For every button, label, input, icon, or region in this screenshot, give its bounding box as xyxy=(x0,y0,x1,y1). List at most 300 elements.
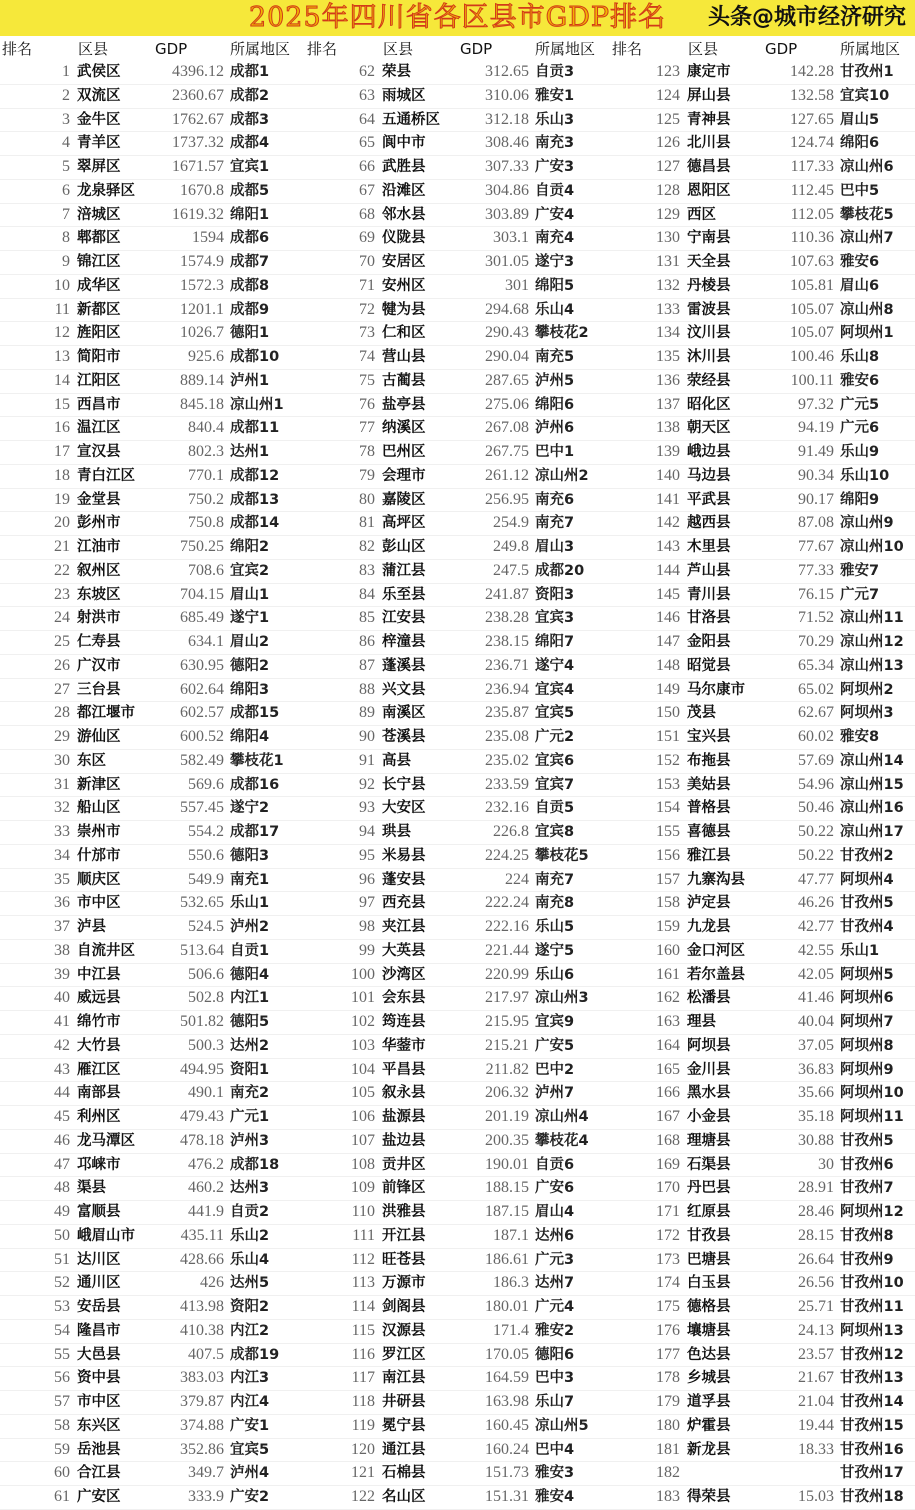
cell-gdp: 164.59 xyxy=(485,1369,529,1387)
table-row xyxy=(0,1035,305,1059)
cell-region: 攀枝花2 xyxy=(535,325,589,342)
header-rank: 排名 xyxy=(612,40,643,58)
cell-region: 德阳5 xyxy=(230,1014,270,1030)
cell-rank: 76 xyxy=(359,395,375,413)
table-row xyxy=(305,774,610,798)
table-row xyxy=(305,417,610,441)
cell-region: 成都3 xyxy=(230,111,270,128)
table-row xyxy=(305,560,610,584)
table-header xyxy=(610,37,915,61)
cell-name: 大邑县 xyxy=(77,1346,121,1363)
table-row xyxy=(610,299,915,323)
cell-rank: 139 xyxy=(656,443,680,460)
cell-region: 巴中2 xyxy=(535,1061,575,1078)
cell-gdp: 77.33 xyxy=(798,561,834,579)
cell-region: 阿坝州8 xyxy=(840,1037,894,1054)
cell-rank: 78 xyxy=(359,443,375,460)
cell-gdp: 110.36 xyxy=(790,229,834,247)
cell-rank: 4 xyxy=(62,134,70,152)
cell-name: 新津区 xyxy=(77,776,121,793)
cell-rank: 86 xyxy=(359,633,375,650)
cell-rank: 17 xyxy=(54,443,70,460)
cell-name: 旌阳区 xyxy=(77,325,121,342)
cell-rank: 12 xyxy=(54,324,70,342)
cell-gdp: 349.7 xyxy=(188,1464,224,1482)
ranking-column-group xyxy=(0,61,305,1510)
cell-gdp: 426 xyxy=(200,1274,224,1292)
cell-name: 前锋区 xyxy=(382,1180,426,1197)
cell-name: 仁和区 xyxy=(382,325,426,342)
table-row xyxy=(610,85,915,109)
cell-gdp: 222.16 xyxy=(485,918,529,935)
cell-name: 营山县 xyxy=(382,349,426,365)
cell-gdp: 127.65 xyxy=(790,110,834,128)
cell-name: 安州区 xyxy=(382,277,426,294)
cell-rank: 70 xyxy=(359,253,375,270)
table-row xyxy=(0,869,305,893)
cell-gdp: 21.04 xyxy=(798,1393,834,1410)
cell-rank: 171 xyxy=(656,1203,680,1220)
cell-rank: 116 xyxy=(351,1345,375,1363)
cell-region: 广元1 xyxy=(230,1109,270,1125)
cell-gdp: 112.05 xyxy=(790,205,834,223)
cell-region: 成都9 xyxy=(230,301,270,318)
table-row xyxy=(305,1154,610,1178)
table-row xyxy=(305,1082,610,1106)
cell-rank: 113 xyxy=(351,1274,375,1292)
cell-gdp: 294.68 xyxy=(485,300,529,318)
cell-region: 宜宾5 xyxy=(535,705,575,722)
cell-region: 甘孜州18 xyxy=(840,1489,904,1505)
cell-region: 成都6 xyxy=(230,230,270,247)
cell-name: 理塘县 xyxy=(687,1132,731,1149)
cell-gdp: 557.45 xyxy=(180,799,224,817)
cell-name: 长宁县 xyxy=(382,776,426,793)
table-row xyxy=(610,227,915,251)
cell-region: 宜宾6 xyxy=(535,752,575,769)
cell-name: 安岳县 xyxy=(77,1299,121,1315)
table-row xyxy=(610,1130,915,1154)
cell-rank: 15 xyxy=(54,395,70,413)
cell-gdp: 303.1 xyxy=(493,229,529,247)
table-row xyxy=(0,1059,305,1083)
cell-rank: 131 xyxy=(656,253,680,270)
cell-region: 绵阳6 xyxy=(535,396,575,413)
table-row xyxy=(610,536,915,560)
table-row xyxy=(305,227,610,251)
cell-region: 宜宾4 xyxy=(535,681,575,698)
cell-region: 宜宾10 xyxy=(840,87,890,104)
cell-rank: 22 xyxy=(54,561,70,579)
cell-region: 德阳2 xyxy=(230,657,270,674)
cell-region: 南充7 xyxy=(535,515,575,532)
table-row xyxy=(610,346,915,370)
cell-rank: 129 xyxy=(656,205,680,223)
cell-gdp: 15.03 xyxy=(798,1488,834,1505)
cell-region: 成都4 xyxy=(230,135,270,152)
table-row xyxy=(0,536,305,560)
table-row xyxy=(305,132,610,156)
cell-gdp: 186.61 xyxy=(485,1250,529,1268)
cell-rank: 100 xyxy=(351,965,375,983)
cell-rank: 36 xyxy=(54,894,70,912)
cell-rank: 98 xyxy=(359,918,375,935)
cell-gdp: 500.3 xyxy=(188,1036,224,1054)
cell-rank: 114 xyxy=(351,1298,375,1315)
cell-rank: 146 xyxy=(656,609,680,627)
cell-name: 三台县 xyxy=(77,681,121,698)
cell-gdp: 582.49 xyxy=(180,751,224,769)
cell-gdp: 1574.9 xyxy=(180,253,224,270)
cell-rank: 118 xyxy=(351,1393,375,1410)
cell-name: 甘孜县 xyxy=(687,1227,731,1244)
cell-rank: 160 xyxy=(656,941,680,959)
cell-region: 泸州6 xyxy=(535,420,575,437)
cell-name: 红原县 xyxy=(687,1204,731,1220)
cell-region: 遂宁3 xyxy=(535,254,575,270)
cell-region: 攀枝花4 xyxy=(535,1132,589,1149)
cell-region: 广安3 xyxy=(535,159,575,175)
cell-region: 雅安1 xyxy=(535,87,575,104)
table-row xyxy=(305,275,610,299)
cell-region: 宜宾8 xyxy=(535,824,575,840)
cell-rank: 164 xyxy=(656,1036,680,1054)
cell-gdp: 352.86 xyxy=(180,1440,224,1458)
cell-gdp: 410.38 xyxy=(180,1321,224,1339)
cell-name: 康定市 xyxy=(687,64,731,80)
table-row xyxy=(0,1296,305,1320)
cell-region: 泸州7 xyxy=(535,1085,575,1102)
cell-gdp: 220.99 xyxy=(485,965,529,983)
table-row xyxy=(305,1296,610,1320)
table-row xyxy=(305,251,610,275)
cell-region: 阿坝州5 xyxy=(840,966,894,983)
cell-name: 岳池县 xyxy=(77,1441,121,1458)
table-row xyxy=(610,845,915,869)
cell-name: 宣汉县 xyxy=(77,444,121,460)
cell-region: 甘孜州4 xyxy=(840,919,894,935)
cell-region: 绵阳7 xyxy=(535,634,575,650)
cell-gdp: 925.6 xyxy=(188,348,224,365)
cell-region: 凉山州6 xyxy=(840,159,894,175)
cell-name: 盐亭县 xyxy=(382,396,426,413)
table-row xyxy=(610,940,915,964)
cell-rank: 125 xyxy=(656,110,680,128)
cell-gdp: 42.55 xyxy=(798,941,834,959)
ranking-column-group xyxy=(305,61,610,1510)
cell-name: 石渠县 xyxy=(687,1156,731,1173)
cell-region: 雅安7 xyxy=(840,562,880,579)
cell-name: 西区 xyxy=(687,206,716,223)
cell-gdp: 506.6 xyxy=(188,965,224,983)
cell-name: 罗江区 xyxy=(382,1346,426,1363)
table-row xyxy=(0,394,305,418)
table-row xyxy=(610,1272,915,1296)
cell-gdp: 413.98 xyxy=(180,1298,224,1315)
table-row xyxy=(610,916,915,940)
table-row xyxy=(0,987,305,1011)
table-row xyxy=(610,1035,915,1059)
cell-name: 普格县 xyxy=(687,800,731,817)
cell-name: 高县 xyxy=(382,752,411,769)
cell-gdp: 105.07 xyxy=(790,324,834,342)
cell-rank: 23 xyxy=(54,585,70,603)
cell-gdp: 750.25 xyxy=(180,538,224,555)
cell-rank: 137 xyxy=(656,395,680,413)
cell-gdp: 71.52 xyxy=(798,609,834,627)
cell-gdp: 374.88 xyxy=(180,1416,224,1434)
cell-gdp: 407.5 xyxy=(188,1345,224,1363)
cell-gdp: 235.08 xyxy=(485,728,529,745)
cell-gdp: 215.21 xyxy=(485,1036,529,1054)
table-row xyxy=(0,1391,305,1415)
cell-rank: 10 xyxy=(54,276,70,294)
cell-gdp: 1671.57 xyxy=(172,158,224,175)
cell-region: 德阳3 xyxy=(230,847,270,864)
cell-region: 南充7 xyxy=(535,871,575,888)
cell-rank: 176 xyxy=(656,1321,680,1339)
cell-name: 壤塘县 xyxy=(687,1322,731,1339)
cell-region: 凉山州11 xyxy=(840,610,904,627)
cell-name: 平昌县 xyxy=(382,1061,426,1078)
cell-region: 广安1 xyxy=(230,1417,270,1434)
table-row xyxy=(0,892,305,916)
watermark: 头条@城市经济研究 xyxy=(708,5,907,30)
cell-gdp: 494.95 xyxy=(180,1060,224,1078)
cell-region: 宜宾1 xyxy=(230,159,270,175)
header-gdp: GDP xyxy=(155,40,188,58)
table-row xyxy=(305,821,610,845)
cell-name: 色达县 xyxy=(687,1346,731,1363)
cell-name: 广安区 xyxy=(77,1489,121,1505)
cell-rank: 142 xyxy=(656,514,680,532)
cell-region: 雅安6 xyxy=(840,372,880,389)
cell-name: 阿坝县 xyxy=(687,1037,731,1054)
table-row xyxy=(610,132,915,156)
cell-gdp: 889.14 xyxy=(180,371,224,389)
table-row xyxy=(305,750,610,774)
cell-region: 甘孜州6 xyxy=(840,1156,894,1173)
cell-region: 成都19 xyxy=(230,1346,280,1363)
cell-rank: 52 xyxy=(54,1274,70,1292)
cell-gdp: 235.02 xyxy=(485,751,529,769)
cell-rank: 120 xyxy=(351,1440,375,1458)
cell-region: 广元7 xyxy=(840,586,880,603)
table-row xyxy=(0,1154,305,1178)
cell-rank: 54 xyxy=(54,1321,70,1339)
cell-region: 阿坝州2 xyxy=(840,681,894,698)
table-row xyxy=(610,1011,915,1035)
cell-region: 达州1 xyxy=(230,444,270,460)
cell-region: 广元2 xyxy=(535,729,575,745)
cell-rank: 180 xyxy=(656,1416,680,1434)
cell-name: 北川县 xyxy=(687,135,731,152)
cell-region: 自贡3 xyxy=(535,64,575,80)
cell-region: 阿坝州11 xyxy=(840,1109,904,1125)
cell-rank: 170 xyxy=(656,1179,680,1197)
cell-gdp: 383.03 xyxy=(180,1369,224,1387)
header-name: 区县 xyxy=(78,40,109,58)
table-row xyxy=(0,821,305,845)
cell-rank: 5 xyxy=(62,158,70,175)
header-rank: 排名 xyxy=(2,40,33,58)
cell-region: 广元3 xyxy=(535,1251,575,1268)
cell-gdp: 180.01 xyxy=(485,1298,529,1315)
cell-name: 黑水县 xyxy=(687,1085,731,1102)
cell-region: 乐山8 xyxy=(840,349,880,365)
cell-name: 沿滩区 xyxy=(382,182,426,199)
table-row xyxy=(0,560,305,584)
cell-rank: 182 xyxy=(656,1464,680,1482)
table-row xyxy=(610,489,915,513)
cell-rank: 19 xyxy=(54,490,70,508)
cell-region: 宜宾9 xyxy=(535,1014,575,1030)
cell-rank: 84 xyxy=(359,585,375,603)
cell-name: 锦江区 xyxy=(77,254,121,270)
table-row xyxy=(0,1011,305,1035)
cell-rank: 58 xyxy=(54,1416,70,1434)
table-row xyxy=(610,1201,915,1225)
table-row xyxy=(610,1082,915,1106)
table-row xyxy=(610,869,915,893)
cell-region: 自贡4 xyxy=(535,182,575,199)
cell-rank: 30 xyxy=(54,751,70,769)
cell-rank: 173 xyxy=(656,1250,680,1268)
cell-name: 蓬溪县 xyxy=(382,657,426,674)
cell-name: 恩阳区 xyxy=(687,182,731,199)
cell-rank: 49 xyxy=(54,1203,70,1220)
cell-name: 兴文县 xyxy=(382,681,426,698)
cell-rank: 183 xyxy=(656,1488,680,1505)
cell-name: 彭山区 xyxy=(382,539,426,555)
cell-rank: 51 xyxy=(54,1250,70,1268)
cell-region: 雅安4 xyxy=(535,1489,575,1505)
cell-rank: 83 xyxy=(359,561,375,579)
cell-name: 邛崃市 xyxy=(77,1156,121,1173)
cell-region: 凉山州10 xyxy=(840,539,904,555)
cell-rank: 168 xyxy=(656,1131,680,1149)
cell-rank: 115 xyxy=(351,1321,375,1339)
cell-rank: 77 xyxy=(359,419,375,437)
table-row xyxy=(610,1462,915,1486)
cell-gdp: 87.08 xyxy=(798,514,834,532)
cell-region: 宜宾7 xyxy=(535,776,575,793)
cell-name: 贡井区 xyxy=(382,1156,426,1173)
table-row xyxy=(610,441,915,465)
cell-name: 自流井区 xyxy=(77,942,135,959)
cell-region: 内江3 xyxy=(230,1370,270,1387)
cell-name: 叙永县 xyxy=(382,1085,426,1102)
cell-gdp: 333.9 xyxy=(188,1488,224,1505)
cell-name: 丹巴县 xyxy=(687,1180,731,1197)
table-header xyxy=(0,37,305,61)
cell-gdp: 256.95 xyxy=(485,490,529,508)
cell-rank: 62 xyxy=(359,63,375,80)
cell-name: 理县 xyxy=(687,1014,716,1030)
cell-name: 武胜县 xyxy=(382,159,426,175)
cell-gdp: 60.02 xyxy=(798,728,834,745)
table-row xyxy=(610,417,915,441)
cell-name: 纳溪区 xyxy=(382,420,426,437)
cell-name: 都江堰市 xyxy=(77,705,135,722)
cell-gdp: 840.4 xyxy=(188,419,224,437)
cell-gdp: 490.1 xyxy=(188,1084,224,1102)
cell-rank: 178 xyxy=(656,1369,680,1387)
cell-name: 游仙区 xyxy=(77,729,121,745)
cell-rank: 112 xyxy=(351,1250,375,1268)
cell-name: 南江县 xyxy=(382,1370,426,1387)
cell-gdp: 602.57 xyxy=(180,704,224,722)
cell-region: 甘孜州8 xyxy=(840,1227,894,1244)
cell-rank: 75 xyxy=(359,371,375,389)
cell-rank: 71 xyxy=(359,276,375,294)
cell-gdp: 37.05 xyxy=(798,1036,834,1054)
cell-region: 阿坝州4 xyxy=(840,871,894,888)
cell-region: 泸州3 xyxy=(230,1132,270,1149)
table-row xyxy=(0,655,305,679)
cell-gdp: 569.6 xyxy=(188,775,224,793)
cell-region: 自贡6 xyxy=(535,1156,575,1173)
cell-name: 东兴区 xyxy=(77,1417,121,1434)
table-row xyxy=(0,1225,305,1249)
cell-region: 甘孜州7 xyxy=(840,1180,894,1197)
cell-gdp: 222.24 xyxy=(485,894,529,912)
cell-rank: 34 xyxy=(54,846,70,864)
cell-region: 德阳4 xyxy=(230,966,270,983)
cell-gdp: 750.2 xyxy=(188,490,224,508)
cell-name: 隆昌市 xyxy=(77,1322,121,1339)
cell-name: 开江县 xyxy=(382,1227,426,1244)
cell-rank: 47 xyxy=(54,1155,70,1173)
table-row xyxy=(610,1249,915,1273)
cell-rank: 64 xyxy=(359,110,375,128)
cell-gdp: 267.08 xyxy=(485,419,529,437)
cell-gdp: 30 xyxy=(818,1155,834,1173)
cell-gdp: 254.9 xyxy=(493,514,529,532)
cell-name: 昭觉县 xyxy=(687,657,731,674)
cell-rank: 126 xyxy=(656,134,680,152)
cell-gdp: 163.98 xyxy=(485,1393,529,1410)
table-row xyxy=(0,489,305,513)
cell-name: 阆中市 xyxy=(382,135,426,152)
cell-name: 金牛区 xyxy=(77,111,121,128)
cell-gdp: 117.33 xyxy=(790,158,834,175)
cell-gdp: 171.4 xyxy=(493,1321,529,1339)
cell-gdp: 247.5 xyxy=(493,561,529,579)
cell-rank: 172 xyxy=(656,1226,680,1244)
table-row xyxy=(610,204,915,228)
table-row xyxy=(305,916,610,940)
cell-rank: 96 xyxy=(359,870,375,888)
cell-name: 大英县 xyxy=(382,942,426,959)
cell-rank: 73 xyxy=(359,324,375,342)
cell-name: 泸县 xyxy=(77,919,106,935)
table-row xyxy=(305,1272,610,1296)
cell-region: 成都8 xyxy=(230,277,270,294)
cell-gdp: 312.18 xyxy=(485,110,529,128)
cell-region: 乐山3 xyxy=(535,111,575,128)
cell-name: 珙县 xyxy=(382,824,411,840)
cell-region: 内江1 xyxy=(230,990,270,1007)
cell-rank: 110 xyxy=(351,1203,375,1220)
cell-name: 资中县 xyxy=(77,1370,121,1387)
cell-rank: 97 xyxy=(359,894,375,912)
table-row xyxy=(610,702,915,726)
cell-name: 金阳县 xyxy=(687,634,731,650)
cell-gdp: 105.07 xyxy=(790,300,834,318)
cell-rank: 104 xyxy=(351,1060,375,1078)
table-row xyxy=(0,1272,305,1296)
